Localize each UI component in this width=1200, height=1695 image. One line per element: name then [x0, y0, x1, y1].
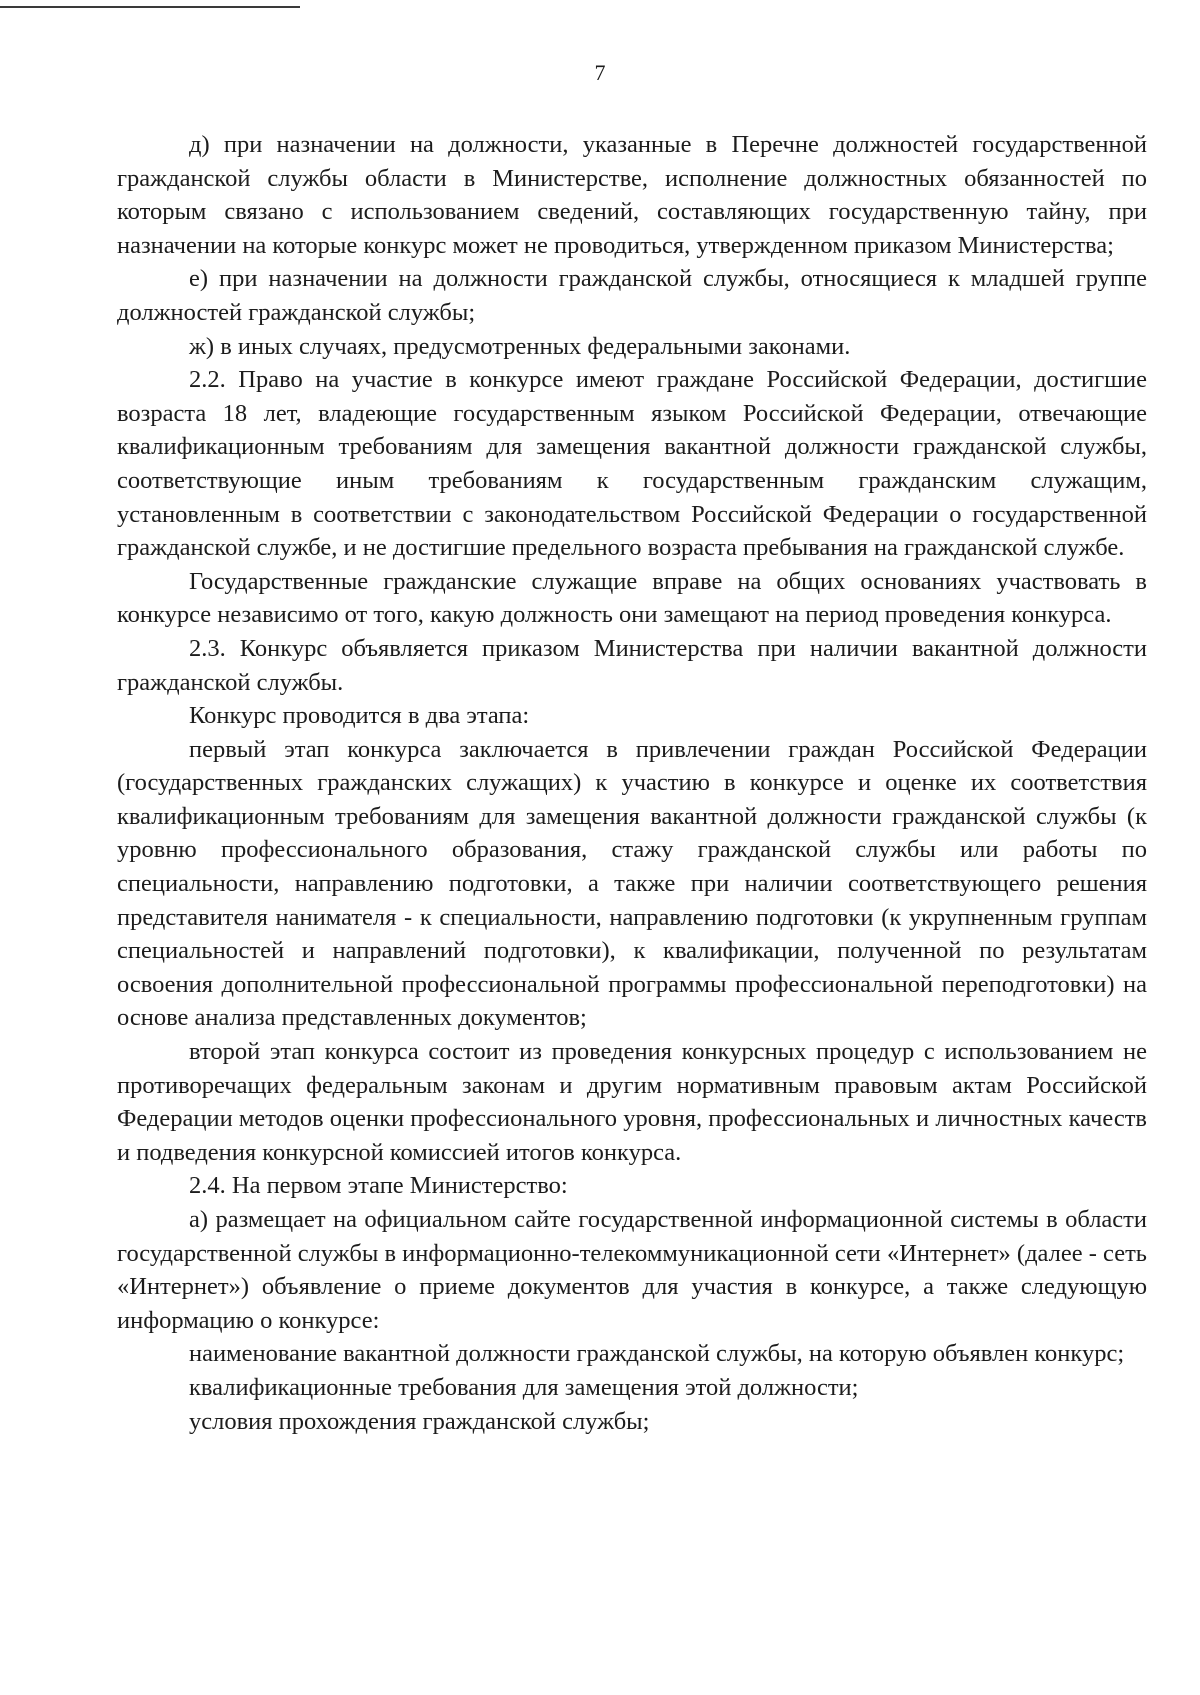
paragraph-qualification: квалификационные требования для замещения этой должности;: [189, 1373, 859, 1401]
paragraph-two-stages: Конкурс проводится в два этапа:: [189, 702, 530, 730]
document-body: [117, 128, 1147, 1438]
paragraph-a: а) размещает на официальном сайте государственной информационной системы в области государственной службы в информационно-телекоммуникационной сети «Интернет» (далее - сеть «Интернет») объявление о приеме документов для участия в конкурсе, а также следующую информацию о конкурсе:: [117, 1206, 1147, 1334]
page-number: 7: [594, 60, 606, 85]
top-rule: [0, 6, 300, 8]
paragraph-vacancy-name: наименование вакантной должности гражданской службы, на которую объявлен конкурс;: [189, 1340, 1125, 1368]
paragraph-conditions: условия прохождения гражданской службы;: [189, 1407, 650, 1435]
paragraph-2-4: 2.4. На первом этапе Министерство:: [189, 1172, 568, 1200]
paragraph-second-stage: второй этап конкурса состоит из проведения конкурсных процедур с использованием не противоречащих федеральным законам и другим нормативным правовым актам Российской Федерации методов оценки профессионального уровня, профессиональных и личностных качеств и подведения конкурсной комиссией итогов конкурса.: [117, 1038, 1147, 1166]
paragraph-2-2: 2.2. Право на участие в конкурсе имеют граждане Российской Федерации, достигшие возраста 18 лет, владеющие государственным языком Российской Федерации, отвечающие квалификационным требованиям для замещения вакантной должности гражданской службы, соответствующие иным требованиям к государственным гражданским служащим, установленным в соответствии с законодательством Российской Федерации о государственной гражданской службе, и не достигшие предельного возраста пребывания на гражданской службе.: [117, 366, 1147, 562]
paragraph-first-stage: первый этап конкурса заключается в привлечении граждан Российской Федерации (государственных гражданских служащих) к участию в конкурсе и оценке их соответствия квалификационным требованиям для замещения вакантной должности гражданской службы (к уровню профессионального образования, стажу гражданской службы или работы по специальности, направлению подготовки, а также при наличии соответствующего решения представителя нанимателя - к специальности, направлению подготовки (к укрупненным группам специальностей и направлений подготовки), к квалификации, полученной по результатам освоения дополнительной профессиональной программы профессиональной переподготовки) на основе анализа представленных документов;: [117, 735, 1147, 1032]
paragraph-e: е) при назначении на должности гражданской службы, относящиеся к младшей группе должностей гражданской службы;: [117, 265, 1147, 326]
paragraph-d: д) при назначении на должности, указанные в Перечне должностей государственной гражданской службы области в Министерстве, исполнение должностных обязанностей по которым связано с использованием сведений, составляющих государственную тайну, при назначении на которые конкурс может не проводиться, утвержденном приказом Министерства;: [117, 131, 1147, 259]
paragraph-zh: ж) в иных случаях, предусмотренных федеральными законами.: [189, 332, 851, 360]
paragraph-civil-servants: Государственные гражданские служащие вправе на общих основаниях участвовать в конкурсе независимо от того, какую должность они замещают на период проведения конкурса.: [117, 567, 1147, 629]
paragraph-2-3: 2.3. Конкурс объявляется приказом Министерства при наличии вакантной должности гражданской службы.: [117, 634, 1147, 696]
